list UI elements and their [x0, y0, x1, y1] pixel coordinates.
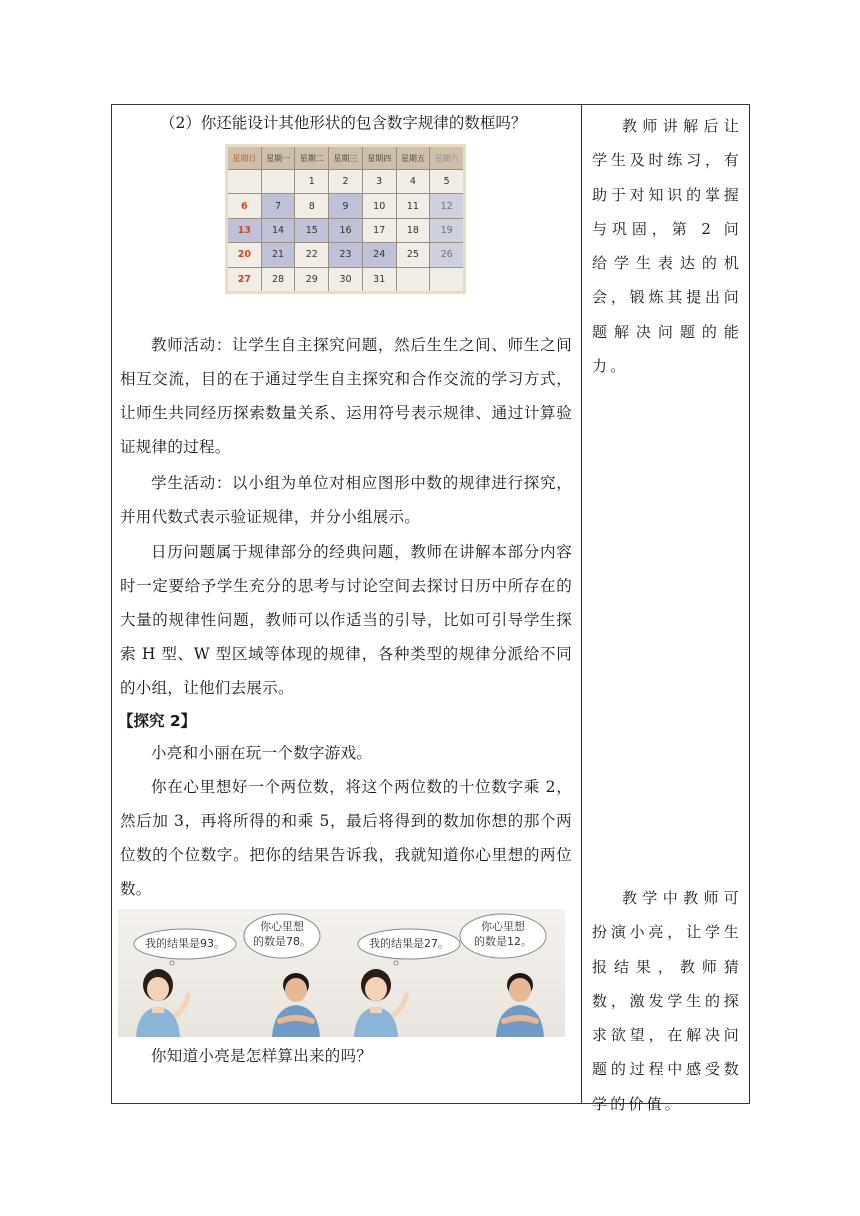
calendar-note-paragraph: 日历问题属于规律部分的经典问题，教师在讲解本部分内容时一定要给予学生充分的思考与讨论空间去探讨日历中所存在的大量的规律性问题，教师可以作适当的引导，比如可引导学生探索 H 型、W 型区域等体现的规律，各种类型的规律分派给不同的小组，让他们去展示。	[120, 543, 572, 697]
game-rules-paragraph: 你在心里想好一个两位数，将这个两位数的十位数字乘 2，然后加 3，再将所得的和乘 5，最后将得到的数加你想的那个两位数的个位数字。把你的结果告诉我，我就知道你心里想的两位数。	[120, 778, 572, 898]
calendar-day-cell: 2	[329, 170, 362, 193]
calendar-day-cell	[228, 170, 261, 193]
teaching-note-2: 教学中教师可扮演小亮，让学生报结果，教师猜数，激发学生的探求欲望，在解决问题的过程中感受数学的价值。	[592, 889, 742, 1113]
calendar-day-cell: 9	[329, 194, 362, 217]
game-intro-paragraph: 小亮和小丽在玩一个数字游戏。	[151, 744, 373, 762]
girl-figure-icon	[128, 967, 192, 1037]
calendar-day-cell: 8	[295, 194, 328, 217]
calendar-day-cell: 5	[430, 170, 463, 193]
calendar-header-cell: 星期五	[397, 147, 430, 169]
calendar-day-cell: 6	[228, 194, 261, 217]
calendar-day-cell: 14	[262, 219, 295, 242]
calendar-figure	[225, 144, 466, 294]
calendar-header-cell: 星期二	[295, 147, 328, 169]
calendar-header-cell: 星期三	[329, 147, 362, 169]
calendar-header-cell: 星期六	[430, 147, 463, 169]
final-question-paragraph: 你知道小亮是怎样算出来的吗？	[151, 1047, 373, 1065]
calendar-day-cell: 11	[397, 194, 430, 217]
comic-illustration	[118, 909, 565, 1037]
calendar-day-cell: 3	[363, 170, 396, 193]
calendar-day-cell	[262, 170, 295, 193]
calendar-day-cell: 7	[262, 194, 295, 217]
calendar-day-cell: 16	[329, 219, 362, 242]
calendar-day-cell: 13	[228, 219, 261, 242]
calendar-day-cell: 15	[295, 219, 328, 242]
calendar-header-cell: 星期一	[262, 147, 295, 169]
calendar-day-cell: 27	[228, 268, 261, 291]
calendar-day-cell: 28	[262, 268, 295, 291]
girl-figure-icon	[346, 967, 410, 1037]
calendar-day-cell: 26	[430, 243, 463, 266]
calendar-grid	[228, 147, 463, 291]
calendar-day-cell: 30	[329, 268, 362, 291]
calendar-day-cell	[430, 268, 463, 291]
boy-figure-icon	[266, 969, 326, 1037]
calendar-day-cell: 12	[430, 194, 463, 217]
calendar-day-cell: 4	[397, 170, 430, 193]
calendar-day-cell: 24	[363, 243, 396, 266]
calendar-day-cell: 22	[295, 243, 328, 266]
calendar-day-cell: 10	[363, 194, 396, 217]
lesson-table	[111, 104, 750, 1113]
calendar-day-cell: 29	[295, 268, 328, 291]
calendar-day-cell: 20	[228, 243, 261, 266]
student-activity-paragraph: 学生活动：以小组为单位对相应图形中数的规律进行探究，并用代数式表示验证规律，并分小组展示。	[120, 474, 572, 526]
teaching-note-1: 教师讲解后让学生及时练习，有助于对知识的掌握与巩固，第 2 问给学生表达的机会，锻炼其提出问题解决问题的能力。	[592, 117, 742, 376]
calendar-header-cell: 星期四	[363, 147, 396, 169]
teaching-notes-column	[582, 105, 749, 1113]
calendar-day-cell: 18	[397, 219, 430, 242]
lesson-content-column	[112, 105, 581, 1103]
question-2: （2）你还能设计其他形状的包含数字规律的数框吗？	[160, 114, 527, 132]
calendar-day-cell: 1	[295, 170, 328, 193]
calendar-day-cell: 31	[363, 268, 396, 291]
calendar-day-cell: 17	[363, 219, 396, 242]
speech-bubble-girl-2: 我的结果是27。	[356, 927, 462, 961]
calendar-day-cell: 21	[262, 243, 295, 266]
explore-2-heading: 【探究 2】	[118, 712, 197, 730]
teacher-activity-paragraph: 教师活动：让学生自主探究问题，然后生生之间、师生之间相互交流，目的在于通过学生自主探究和合作交流的学习方式，让师生共同经历探索数量关系、运用符号表示规律、通过计算验证规律的过程。	[120, 336, 572, 456]
calendar-day-cell: 25	[397, 243, 430, 266]
calendar-day-cell: 19	[430, 219, 463, 242]
calendar-header-cell: 星期日	[228, 147, 261, 169]
speech-bubble-girl-1: 我的结果是93。	[132, 927, 238, 961]
calendar-day-cell	[397, 268, 430, 291]
calendar-day-cell: 23	[329, 243, 362, 266]
boy-figure-icon	[490, 969, 550, 1037]
speech-bubble-boy-2: 你心里想 的数是12。	[458, 911, 548, 963]
speech-bubble-boy-1: 你心里想 的数是78。	[242, 911, 322, 963]
